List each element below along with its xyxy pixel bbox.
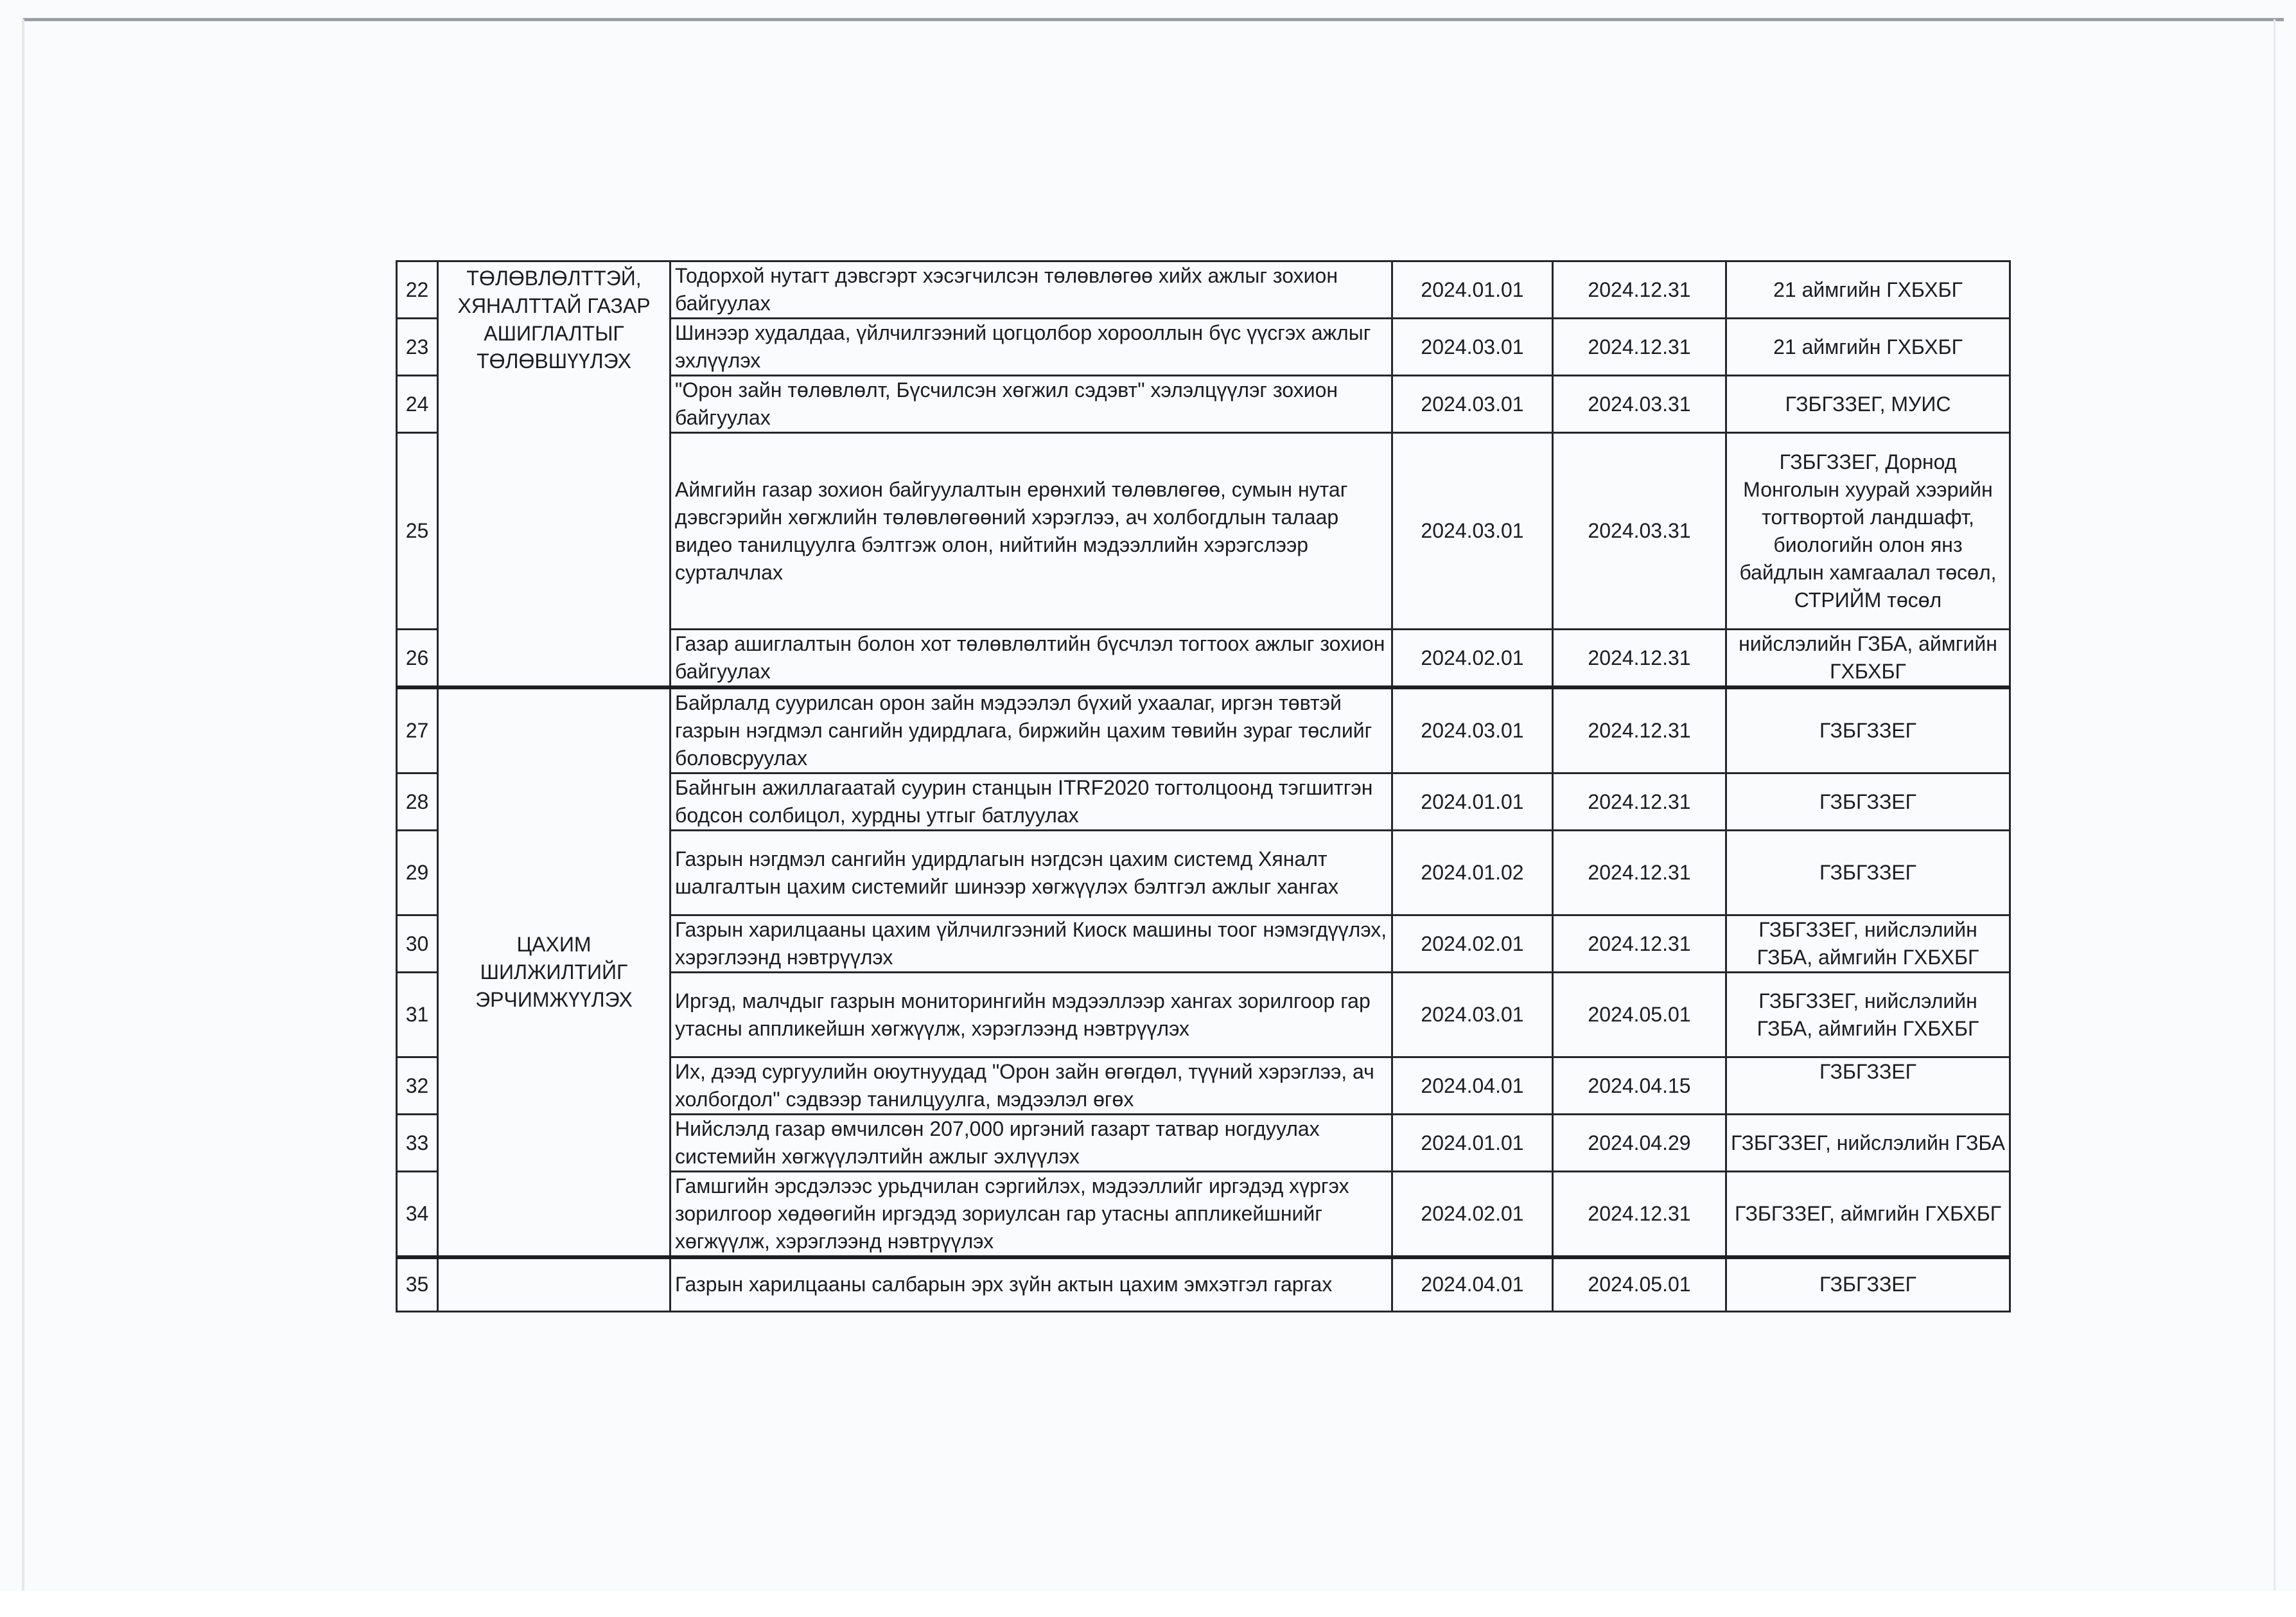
- responsible-cell: ГЗБГЗЗЕГ: [1726, 1257, 2010, 1311]
- table-row: [397, 1257, 2010, 1311]
- responsible-cell: ГЗБГЗЗЕГ, нийслэлийн ГЗБА, аймгийн ГХБХБГ: [1726, 973, 2010, 1057]
- activity-cell: Байрлалд суурилсан орон зайн мэдээлэл бүхий ухаалаг, иргэн төвтэй газрын нэгдмэл сангийн удирдлага, биржийн цахим төвийн зураг төслийг боловсруулах: [670, 687, 1392, 773]
- table-row: [397, 261, 2010, 319]
- activity-cell: Газрын харилцааны салбарын эрх зүйн актын цахим эмхэтгэл гаргах: [670, 1257, 1392, 1311]
- end-date: 2024.03.31: [1553, 376, 1726, 433]
- end-date: 2024.12.31: [1553, 630, 1726, 688]
- end-date: 2024.12.31: [1553, 1172, 1726, 1258]
- responsible-cell: 21 аймгийн ГХБХБГ: [1726, 319, 2010, 376]
- row-number: 35: [397, 1257, 438, 1311]
- row-number: 27: [397, 687, 438, 773]
- activity-cell: Шинээр худалдаа, үйлчилгээний цогцолбор хорооллын бүс үүсгэх ажлыг эхлүүлэх: [670, 319, 1392, 376]
- end-date: 2024.04.29: [1553, 1115, 1726, 1172]
- row-number: 31: [397, 973, 438, 1057]
- scan-left-shadow: [22, 19, 24, 1593]
- start-date: 2024.04.01: [1392, 1057, 1553, 1115]
- group-label: ТӨЛӨВЛӨЛТТЭЙ, ХЯНАЛТТАЙ ГАЗАР АШИГЛАЛТЫГ ТӨЛӨВШҮҮЛЭХ: [438, 261, 670, 688]
- responsible-cell: ГЗБГЗЗЕГ: [1726, 831, 2010, 915]
- activity-cell: Аймгийн газар зохион байгуулалтын ерөнхий төлөвлөгөө, сумын нутаг дэвсгэрийн хөгжлийн төлөвлөгөөний хэрэглээ, ач холбогдлын талаар видео танилцуулга бэлтгэж олон, нийтийн мэдээллийн хэрэгслээр сурталчлах: [670, 433, 1392, 630]
- start-date: 2024.03.01: [1392, 433, 1553, 630]
- responsible-cell: ГЗБГЗЗЕГ, аймгийн ГХБХБГ: [1726, 1172, 2010, 1258]
- end-date: 2024.12.31: [1553, 319, 1726, 376]
- start-date: 2024.02.01: [1392, 1172, 1553, 1258]
- start-date: 2024.01.01: [1392, 1115, 1553, 1172]
- plan-table: [396, 260, 2011, 1312]
- end-date: 2024.05.01: [1553, 973, 1726, 1057]
- scan-top-edge: [23, 18, 2284, 21]
- group-label: [438, 1257, 670, 1311]
- start-date: 2024.03.01: [1392, 376, 1553, 433]
- responsible-cell: ГЗБГЗЗЕГ, нийслэлийн ГЗБА: [1726, 1115, 2010, 1172]
- start-date: 2024.02.01: [1392, 915, 1553, 973]
- activity-cell: "Орон зайн төлөвлөлт, Бүсчилсэн хөгжил сэдэвт" хэлэлцүүлэг зохион байгуулах: [670, 376, 1392, 433]
- row-number: 22: [397, 261, 438, 319]
- responsible-cell: 21 аймгийн ГХБХБГ: [1726, 261, 2010, 319]
- responsible-cell: нийслэлийн ГЗБА, аймгийн ГХБХБГ: [1726, 630, 2010, 688]
- activity-cell: Тодорхой нутагт дэвсгэрт хэсэгчилсэн төлөвлөгөө хийх ажлыг зохион байгуулах: [670, 261, 1392, 319]
- responsible-cell: ГЗБГЗЗЕГ, Дорнод Монголын хуурай хээрийн тогтвортой ландшафт, биологийн олон янз байдлын хамгаалал төсөл, СТРИЙМ төсөл: [1726, 433, 2010, 630]
- row-number: 26: [397, 630, 438, 688]
- start-date: 2024.01.01: [1392, 773, 1553, 831]
- activity-cell: Нийслэлд газар өмчилсөн 207,000 иргэний газарт татвар ногдуулах системийн хөгжүүлэлтийн ажлыг эхлүүлэх: [670, 1115, 1392, 1172]
- activity-cell: Газар ашиглалтын болон хот төлөвлөлтийн бүсчлэл тогтоох ажлыг зохион байгуулах: [670, 630, 1392, 688]
- row-number: 29: [397, 831, 438, 915]
- row-number: 30: [397, 915, 438, 973]
- responsible-cell: ГЗБГЗЗЕГ: [1726, 687, 2010, 773]
- start-date: 2024.01.01: [1392, 261, 1553, 319]
- group-label: ЦАХИМ ШИЛЖИЛТИЙГ ЭРЧИМЖҮҮЛЭХ: [438, 687, 670, 1257]
- activity-cell: Гамшгийн эрсдэлээс урьдчилан сэргийлэх, мэдээллийг иргэдэд хүргэх зорилгоор хөдөөгийн иргэдэд зориулсан гар утасны аппликейшнийг хөгжүүлж, хэрэглээнд нэвтрүүлэх: [670, 1172, 1392, 1258]
- activity-cell: Газрын харилцааны цахим үйлчилгээний Киоск машины тоог нэмэгдүүлэх, хэрэглээнд нэвтрүүлэх: [670, 915, 1392, 973]
- start-date: 2024.01.02: [1392, 831, 1553, 915]
- end-date: 2024.12.31: [1553, 773, 1726, 831]
- row-number: 23: [397, 319, 438, 376]
- end-date: 2024.12.31: [1553, 915, 1726, 973]
- end-date: 2024.12.31: [1553, 687, 1726, 773]
- responsible-cell: ГЗБГЗЗЕГ: [1726, 1057, 2010, 1115]
- start-date: 2024.02.01: [1392, 630, 1553, 688]
- row-number: 34: [397, 1172, 438, 1258]
- start-date: 2024.04.01: [1392, 1257, 1553, 1311]
- end-date: 2024.04.15: [1553, 1057, 1726, 1115]
- end-date: 2024.05.01: [1553, 1257, 1726, 1311]
- responsible-cell: ГЗБГЗЗЕГ, МУИС: [1726, 376, 2010, 433]
- end-date: 2024.12.31: [1553, 831, 1726, 915]
- responsible-cell: ГЗБГЗЗЕГ: [1726, 773, 2010, 831]
- activity-cell: Газрын нэгдмэл сангийн удирдлагын нэгдсэн цахим системд Хяналт шалгалтын цахим системийг шинээр хөгжүүлэх бэлтгэл ажлыг хангах: [670, 831, 1392, 915]
- responsible-cell: ГЗБГЗЗЕГ, нийслэлийн ГЗБА, аймгийн ГХБХБГ: [1726, 915, 2010, 973]
- row-number: 25: [397, 433, 438, 630]
- start-date: 2024.03.01: [1392, 973, 1553, 1057]
- start-date: 2024.03.01: [1392, 687, 1553, 773]
- activity-cell: Байнгын ажиллагаатай суурин станцын ITRF2020 тогтолцоонд тэгшитгэн бодсон солбицол, хурдны утгыг батлуулах: [670, 773, 1392, 831]
- scan-bottom-margin: [0, 1591, 2296, 1617]
- end-date: 2024.03.31: [1553, 433, 1726, 630]
- end-date: 2024.12.31: [1553, 261, 1726, 319]
- activity-cell: Их, дээд сургуулийн оюутнуудад "Орон зайн өгөгдөл, түүний хэрэглээ, ач холбогдол" сэдвээр танилцуулга, мэдээлэл өгөх: [670, 1057, 1392, 1115]
- start-date: 2024.03.01: [1392, 319, 1553, 376]
- row-number: 33: [397, 1115, 438, 1172]
- row-number: 24: [397, 376, 438, 433]
- activity-cell: Иргэд, малчдыг газрын мониторингийн мэдээллээр хангах зорилгоор гар утасны аппликейшн хөгжүүлж, хэрэглээнд нэвтрүүлэх: [670, 973, 1392, 1057]
- row-number: 28: [397, 773, 438, 831]
- row-number: 32: [397, 1057, 438, 1115]
- scan-right-shadow: [2274, 19, 2275, 1593]
- table-row: [397, 687, 2010, 773]
